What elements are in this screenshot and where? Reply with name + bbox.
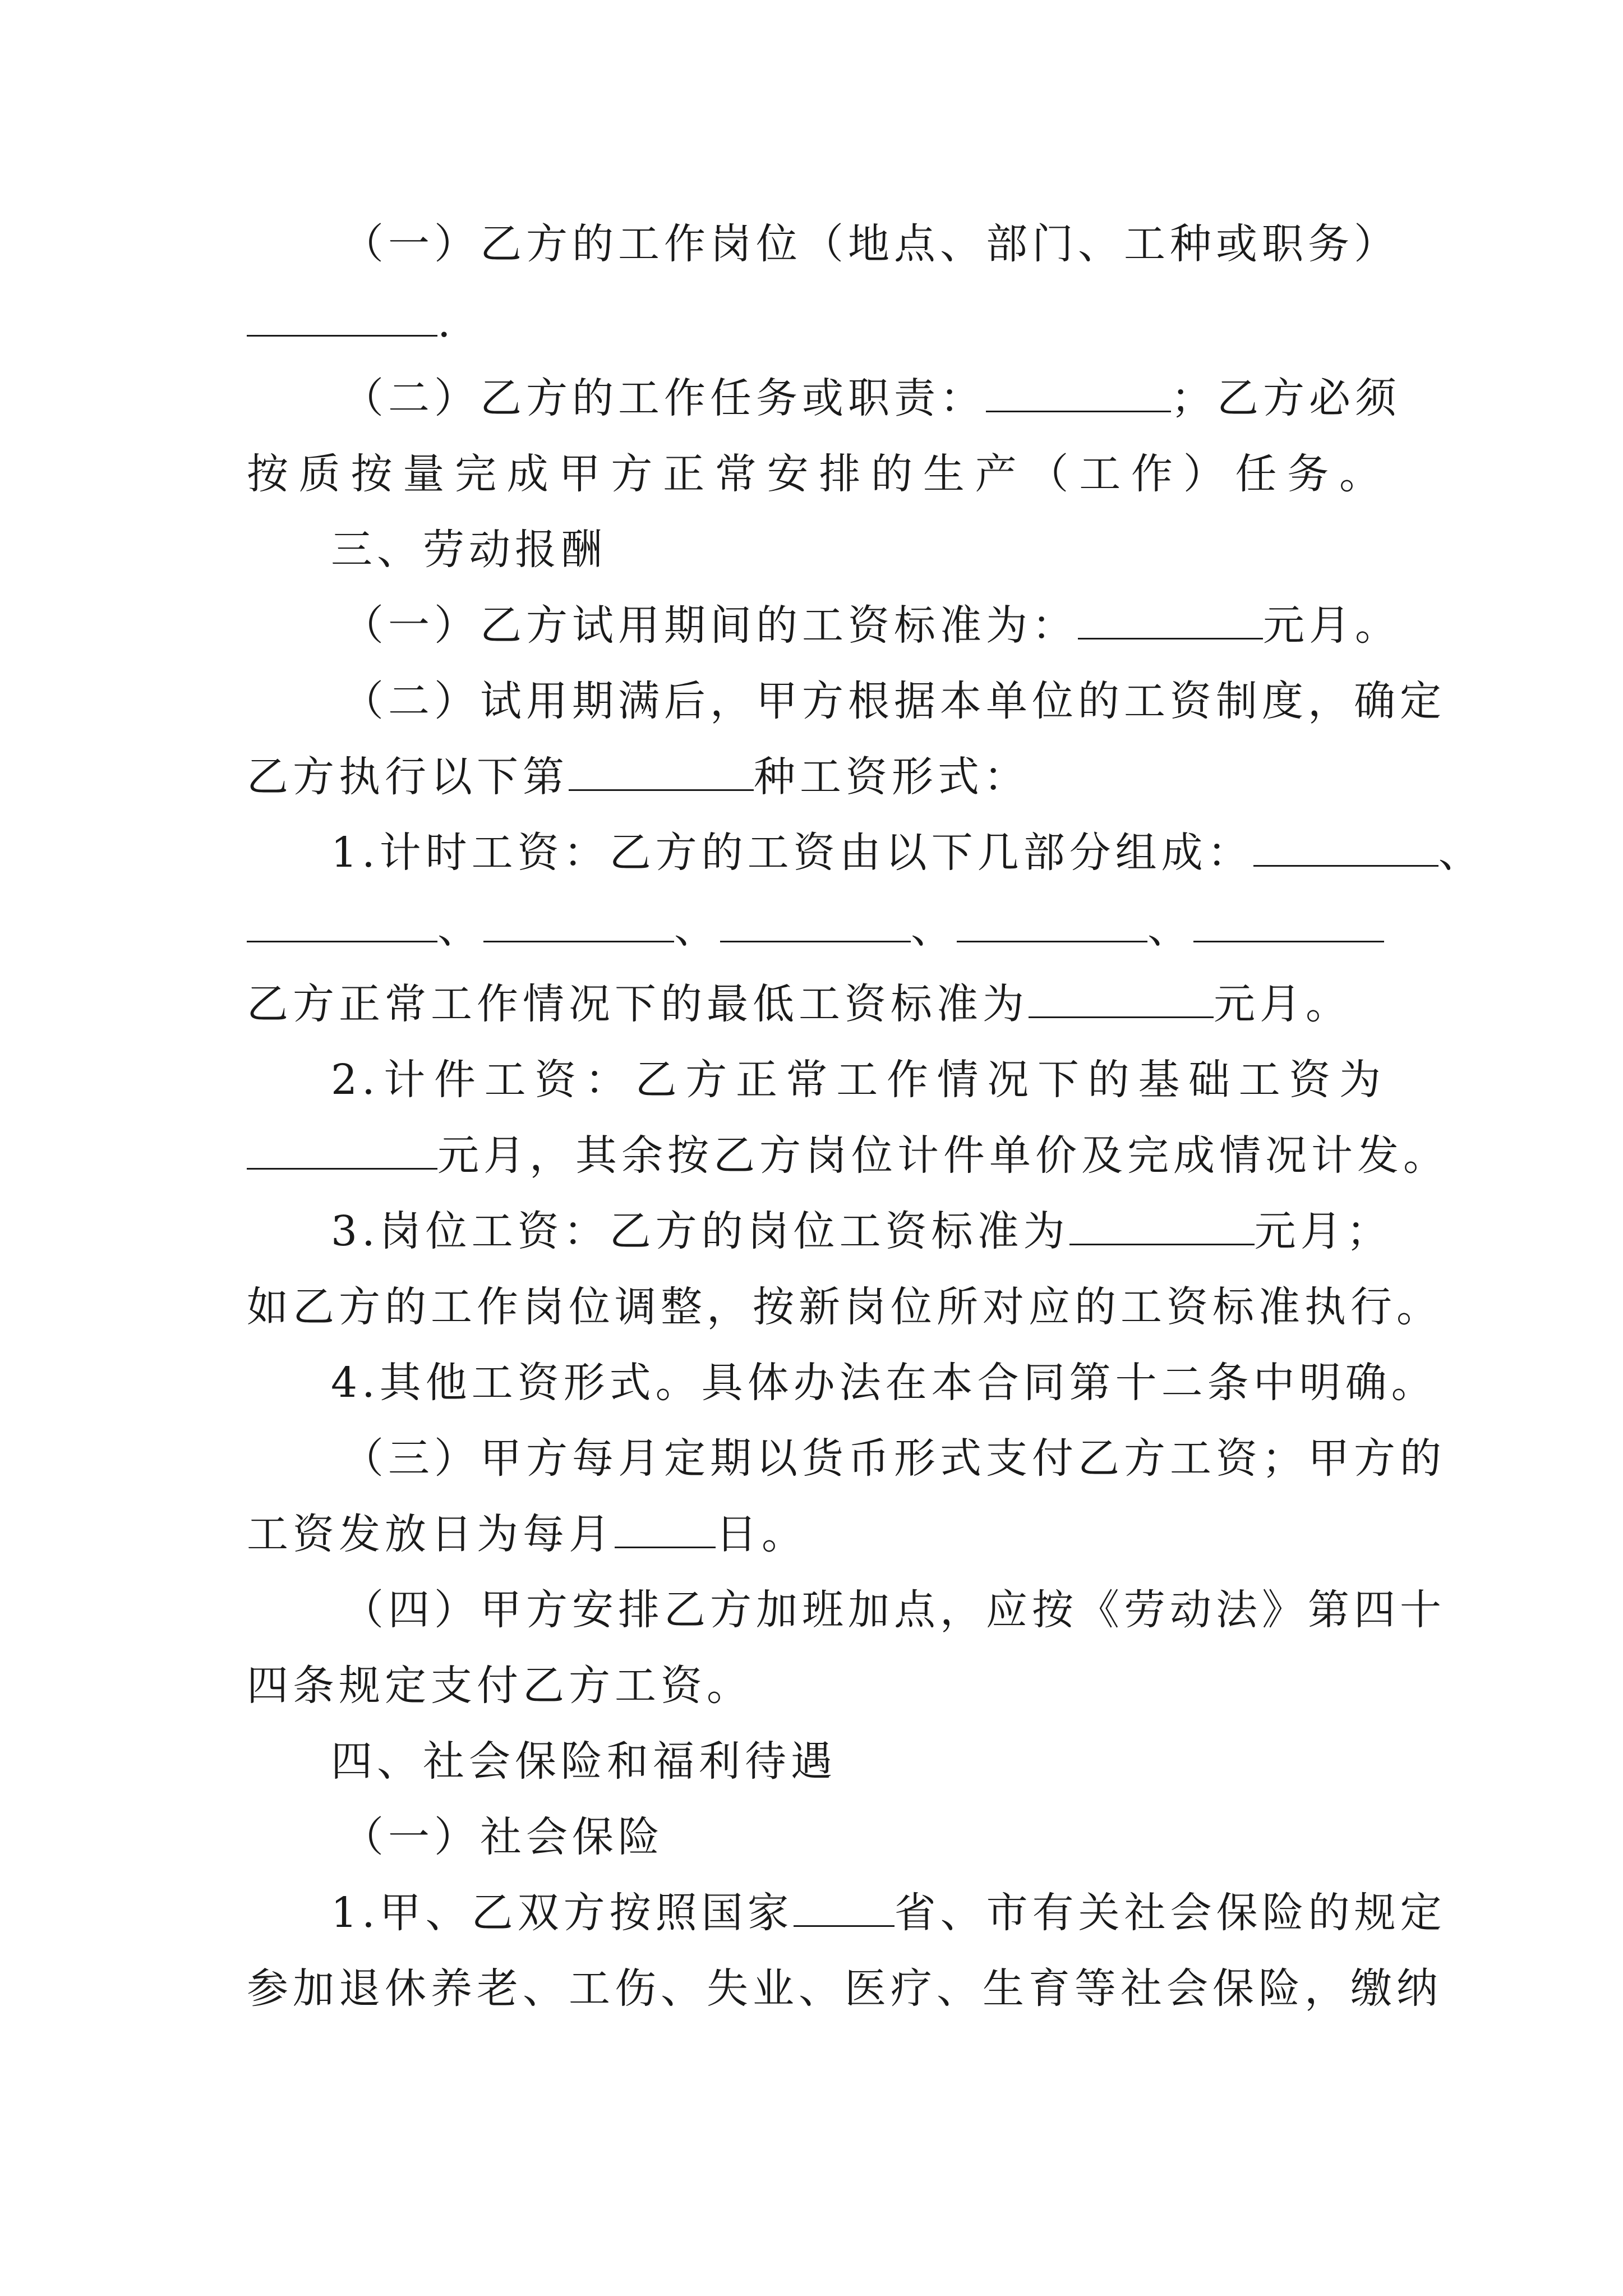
paragraph-line [247,292,1385,353]
paragraph-line [247,1503,1385,1565]
line-text: 乙方执行以下第 [247,753,569,801]
fill-in-blank[interactable] [1029,977,1214,1018]
paragraph-line [331,1352,1437,1414]
fill-in-blank[interactable] [483,901,674,942]
paragraph-line [247,898,1385,959]
fill-in-blank[interactable] [247,296,437,337]
line-text: 元月； [1254,1207,1393,1255]
paragraph-line [247,973,1385,1035]
paragraph-line [342,367,1401,429]
line-text: 种工资形式： [754,753,1030,801]
fill-in-blank[interactable] [1193,901,1384,942]
paragraph-line [247,443,1385,505]
subsection-heading [342,1806,1385,1868]
line-text: 三、劳动报酬 [331,526,607,574]
line-text: 如乙方的工作岗位调整，按新岗位所对应的工资标准执行。 [247,1283,1442,1331]
paragraph-line [247,1125,1449,1186]
line-text: 1.计时工资：乙方的工资由以下几部分组成： [331,829,1253,877]
section-heading [331,519,1385,581]
line-text: 四条规定支付乙方工资。 [247,1662,753,1710]
line-text: 、 [1147,904,1193,953]
section-heading [331,1731,1385,1792]
paragraph-line [247,746,1385,808]
line-text: （二）乙方的工作任务或职责： [342,374,986,422]
line-text: . [437,298,455,347]
line-text: ；乙方必须 [1171,374,1401,422]
paragraph-line [331,1200,1393,1262]
fill-in-blank[interactable] [957,901,1147,942]
line-text: 1.甲、乙双方按照国家 [331,1889,794,1937]
paragraph-line [342,670,1446,732]
paragraph-line [331,822,1484,884]
paragraph-line [331,1882,1446,1944]
line-text: 省、市有关社会保险的规定 [894,1889,1446,1937]
line-text: 元月。 [1214,980,1352,1028]
line-text: 3.岗位工资：乙方的岗位工资标准为 [331,1207,1069,1255]
line-text: （一）乙方试用期间的工资标准为： [342,601,1078,650]
fill-in-blank[interactable] [247,901,437,942]
fill-in-blank[interactable] [569,750,754,791]
paragraph-line [331,1049,1385,1111]
paragraph-line [342,213,1400,275]
line-text: 4.其他工资形式。具体办法在本合同第十二条中明确。 [331,1359,1437,1407]
paragraph-line [247,1655,1385,1717]
fill-in-blank[interactable] [720,901,911,942]
paragraph-line [342,595,1401,656]
line-text: （四）甲方安排乙方加班加点，应按《劳动法》第四十 [342,1586,1446,1634]
fill-in-blank[interactable] [247,1129,437,1170]
line-text: 参加退休养老、工伤、失业、医疗、生育等社会保险，缴纳 [247,1964,1442,2013]
line-text: （三）甲方每月定期以货币形式支付乙方工资；甲方的 [342,1434,1446,1483]
line-text: 元月，其余按乙方岗位计件单价及完成情况计发。 [437,1131,1449,1180]
line-text: 、 [1438,829,1484,877]
line-text: 按质按量完成甲方正常安排的生产（工作）任务。 [247,450,1385,498]
fill-in-blank[interactable] [615,1507,716,1548]
line-text: 日。 [716,1510,808,1558]
line-text: 、 [437,904,483,953]
fill-in-blank[interactable] [1078,599,1263,639]
paragraph-line [247,1958,1442,2019]
line-text: 、 [674,904,720,953]
fill-in-blank[interactable] [1253,826,1438,867]
line-text: 四、社会保险和福利待遇 [331,1737,837,1786]
line-text: （二）试用期满后，甲方根据本单位的工资制度，确定 [342,677,1446,725]
line-text: 2.计件工资：乙方正常工作情况下的基础工资为 [331,1056,1385,1104]
line-text: 工资发放日为每月 [247,1510,615,1558]
fill-in-blank[interactable] [794,1886,895,1927]
line-text: 元月。 [1263,601,1401,650]
line-text: （一）社会保险 [342,1813,664,1861]
line-text: 、 [911,904,957,953]
paragraph-line [247,1276,1442,1338]
line-text: 乙方正常工作情况下的最低工资标准为 [247,980,1029,1028]
fill-in-blank[interactable] [1069,1204,1255,1245]
paragraph-line [342,1579,1446,1641]
paragraph-line [342,1428,1446,1489]
line-text: （一）乙方的工作岗位（地点、部门、工种或职务） [342,220,1400,268]
fill-in-blank[interactable] [986,371,1171,412]
